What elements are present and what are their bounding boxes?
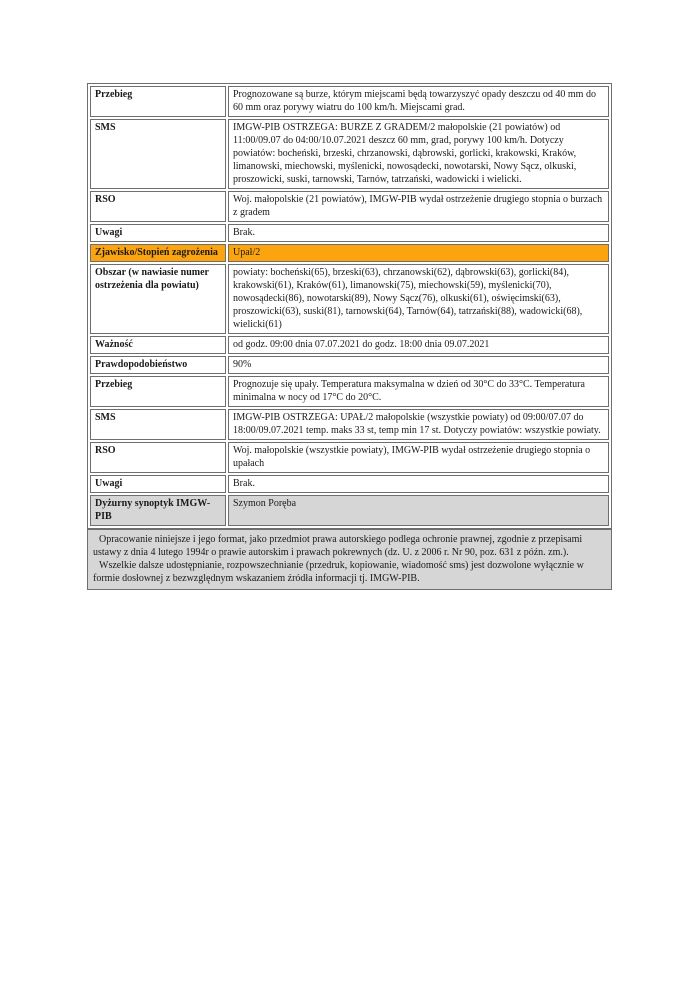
row-value-warning-level: Upał/2	[228, 244, 609, 262]
row-label: Zjawisko/Stopień zagrożenia	[90, 244, 226, 262]
row-zjawisko-heat	[90, 244, 609, 262]
copyright-notice	[87, 529, 612, 590]
row-value: od godz. 09:00 dnia 07.07.2021 do godz. 18:00 dnia 09.07.2021	[228, 336, 609, 354]
row-label: Przebieg	[90, 86, 226, 117]
row-uwagi-storms	[90, 224, 609, 242]
row-value-synoptyk-name: Szymon Poręba	[228, 495, 609, 526]
warning-table	[87, 83, 612, 529]
row-value: Brak.	[228, 475, 609, 493]
row-value: Woj. małopolskie (21 powiatów), IMGW-PIB wydał ostrzeżenie drugiego stopnia o burzach z gradem	[228, 191, 609, 222]
row-label: SMS	[90, 409, 226, 440]
row-value: Brak.	[228, 224, 609, 242]
row-label: Prawdopodobieństwo	[90, 356, 226, 374]
warning-document	[87, 83, 612, 590]
row-obszar-heat	[90, 264, 609, 334]
row-sms-heat	[90, 409, 609, 440]
row-label: RSO	[90, 442, 226, 473]
row-prawdopodobienstwo-heat	[90, 356, 609, 374]
row-rso-heat	[90, 442, 609, 473]
row-label: Obszar (w nawiasie numer ostrzeżenia dla powiatu)	[90, 264, 226, 334]
row-label: SMS	[90, 119, 226, 189]
row-value: powiaty: bocheński(65), brzeski(63), chrzanowski(62), dąbrowski(63), gorlicki(84), krakowski(61), Kraków(61), limanowski(75), miechowski(59), myślenicki(70), nowosądecki(86), nowotarski(89), Nowy Sącz(76), olkuski(61), oświęcimski(63), proszowicki(63), suski(81), tarnowski(64), Tarnów(64), tatrzański(88), wadowicki(68), wielicki(61)	[228, 264, 609, 334]
row-value: Woj. małopolskie (wszystkie powiaty), IMGW-PIB wydał ostrzeżenie drugiego stopnia o upałach	[228, 442, 609, 473]
row-label: Uwagi	[90, 224, 226, 242]
row-label: Dyżurny synoptyk IMGW-PIB	[90, 495, 226, 526]
row-sms-storms	[90, 119, 609, 189]
row-value: IMGW-PIB OSTRZEGA: UPAŁ/2 małopolskie (wszystkie powiaty) od 09:00/07.07 do 18:00/09.07.2021 temp. maks 33 st, temp min 17 st. Dotyczy powiatów: wszystkie powiaty.	[228, 409, 609, 440]
row-przebieg-heat	[90, 376, 609, 407]
copyright-paragraph-1: Opracowanie niniejsze i jego format, jako przedmiot prawa autorskiego podlega ochronie prawnej, zgodnie z przepisami ustawy z dnia 4 lutego 1994r o prawie autorskim i prawach pokrewnych (dz. U. z 2006 r. Nr 90, poz. 631 z późn. zm.).	[93, 534, 583, 558]
row-value: IMGW-PIB OSTRZEGA: BURZE Z GRADEM/2 małopolskie (21 powiatów) od 11:00/09.07 do 04:00/10.07.2021 deszcz 60 mm, grad, porywy 100 km/h. Dotyczy powiatów: bocheński, brzeski, chrzanowski, dąbrowski, gorlicki, krakowski, Kraków, limanowski, miechowski, myślenicki, nowosądecki, nowotarski, Nowy Sącz, olkuski, proszowicki, suski, tarnowski, Tarnów, tatrzański, wadowicki i wielicki.	[228, 119, 609, 189]
row-label: Uwagi	[90, 475, 226, 493]
row-rso-storms	[90, 191, 609, 222]
row-value: Prognozowane są burze, którym miejscami będą towarzyszyć opady deszczu od 40 mm do 60 mm oraz porywy wiatru do 100 km/h. Miejscami grad.	[228, 86, 609, 117]
copyright-paragraph-2: Wszelkie dalsze udostępnianie, rozpowszechnianie (przedruk, kopiowanie, wiadomość sms) jest dozwolone wyłącznie w formie dosłownej z bezwzględnym wskazaniem źródła informacji tj. IMGW-PIB.	[93, 560, 584, 584]
row-dyzurny-synoptyk	[90, 495, 609, 526]
row-label: RSO	[90, 191, 226, 222]
row-label: Ważność	[90, 336, 226, 354]
row-przebieg-storms	[90, 86, 609, 117]
row-value: Prognozuje się upały. Temperatura maksymalna w dzień od 30°C do 33°C. Temperatura minimalna w nocy od 17°C do 20°C.	[228, 376, 609, 407]
row-value: 90%	[228, 356, 609, 374]
row-waznosc-heat	[90, 336, 609, 354]
row-label: Przebieg	[90, 376, 226, 407]
row-uwagi-heat	[90, 475, 609, 493]
